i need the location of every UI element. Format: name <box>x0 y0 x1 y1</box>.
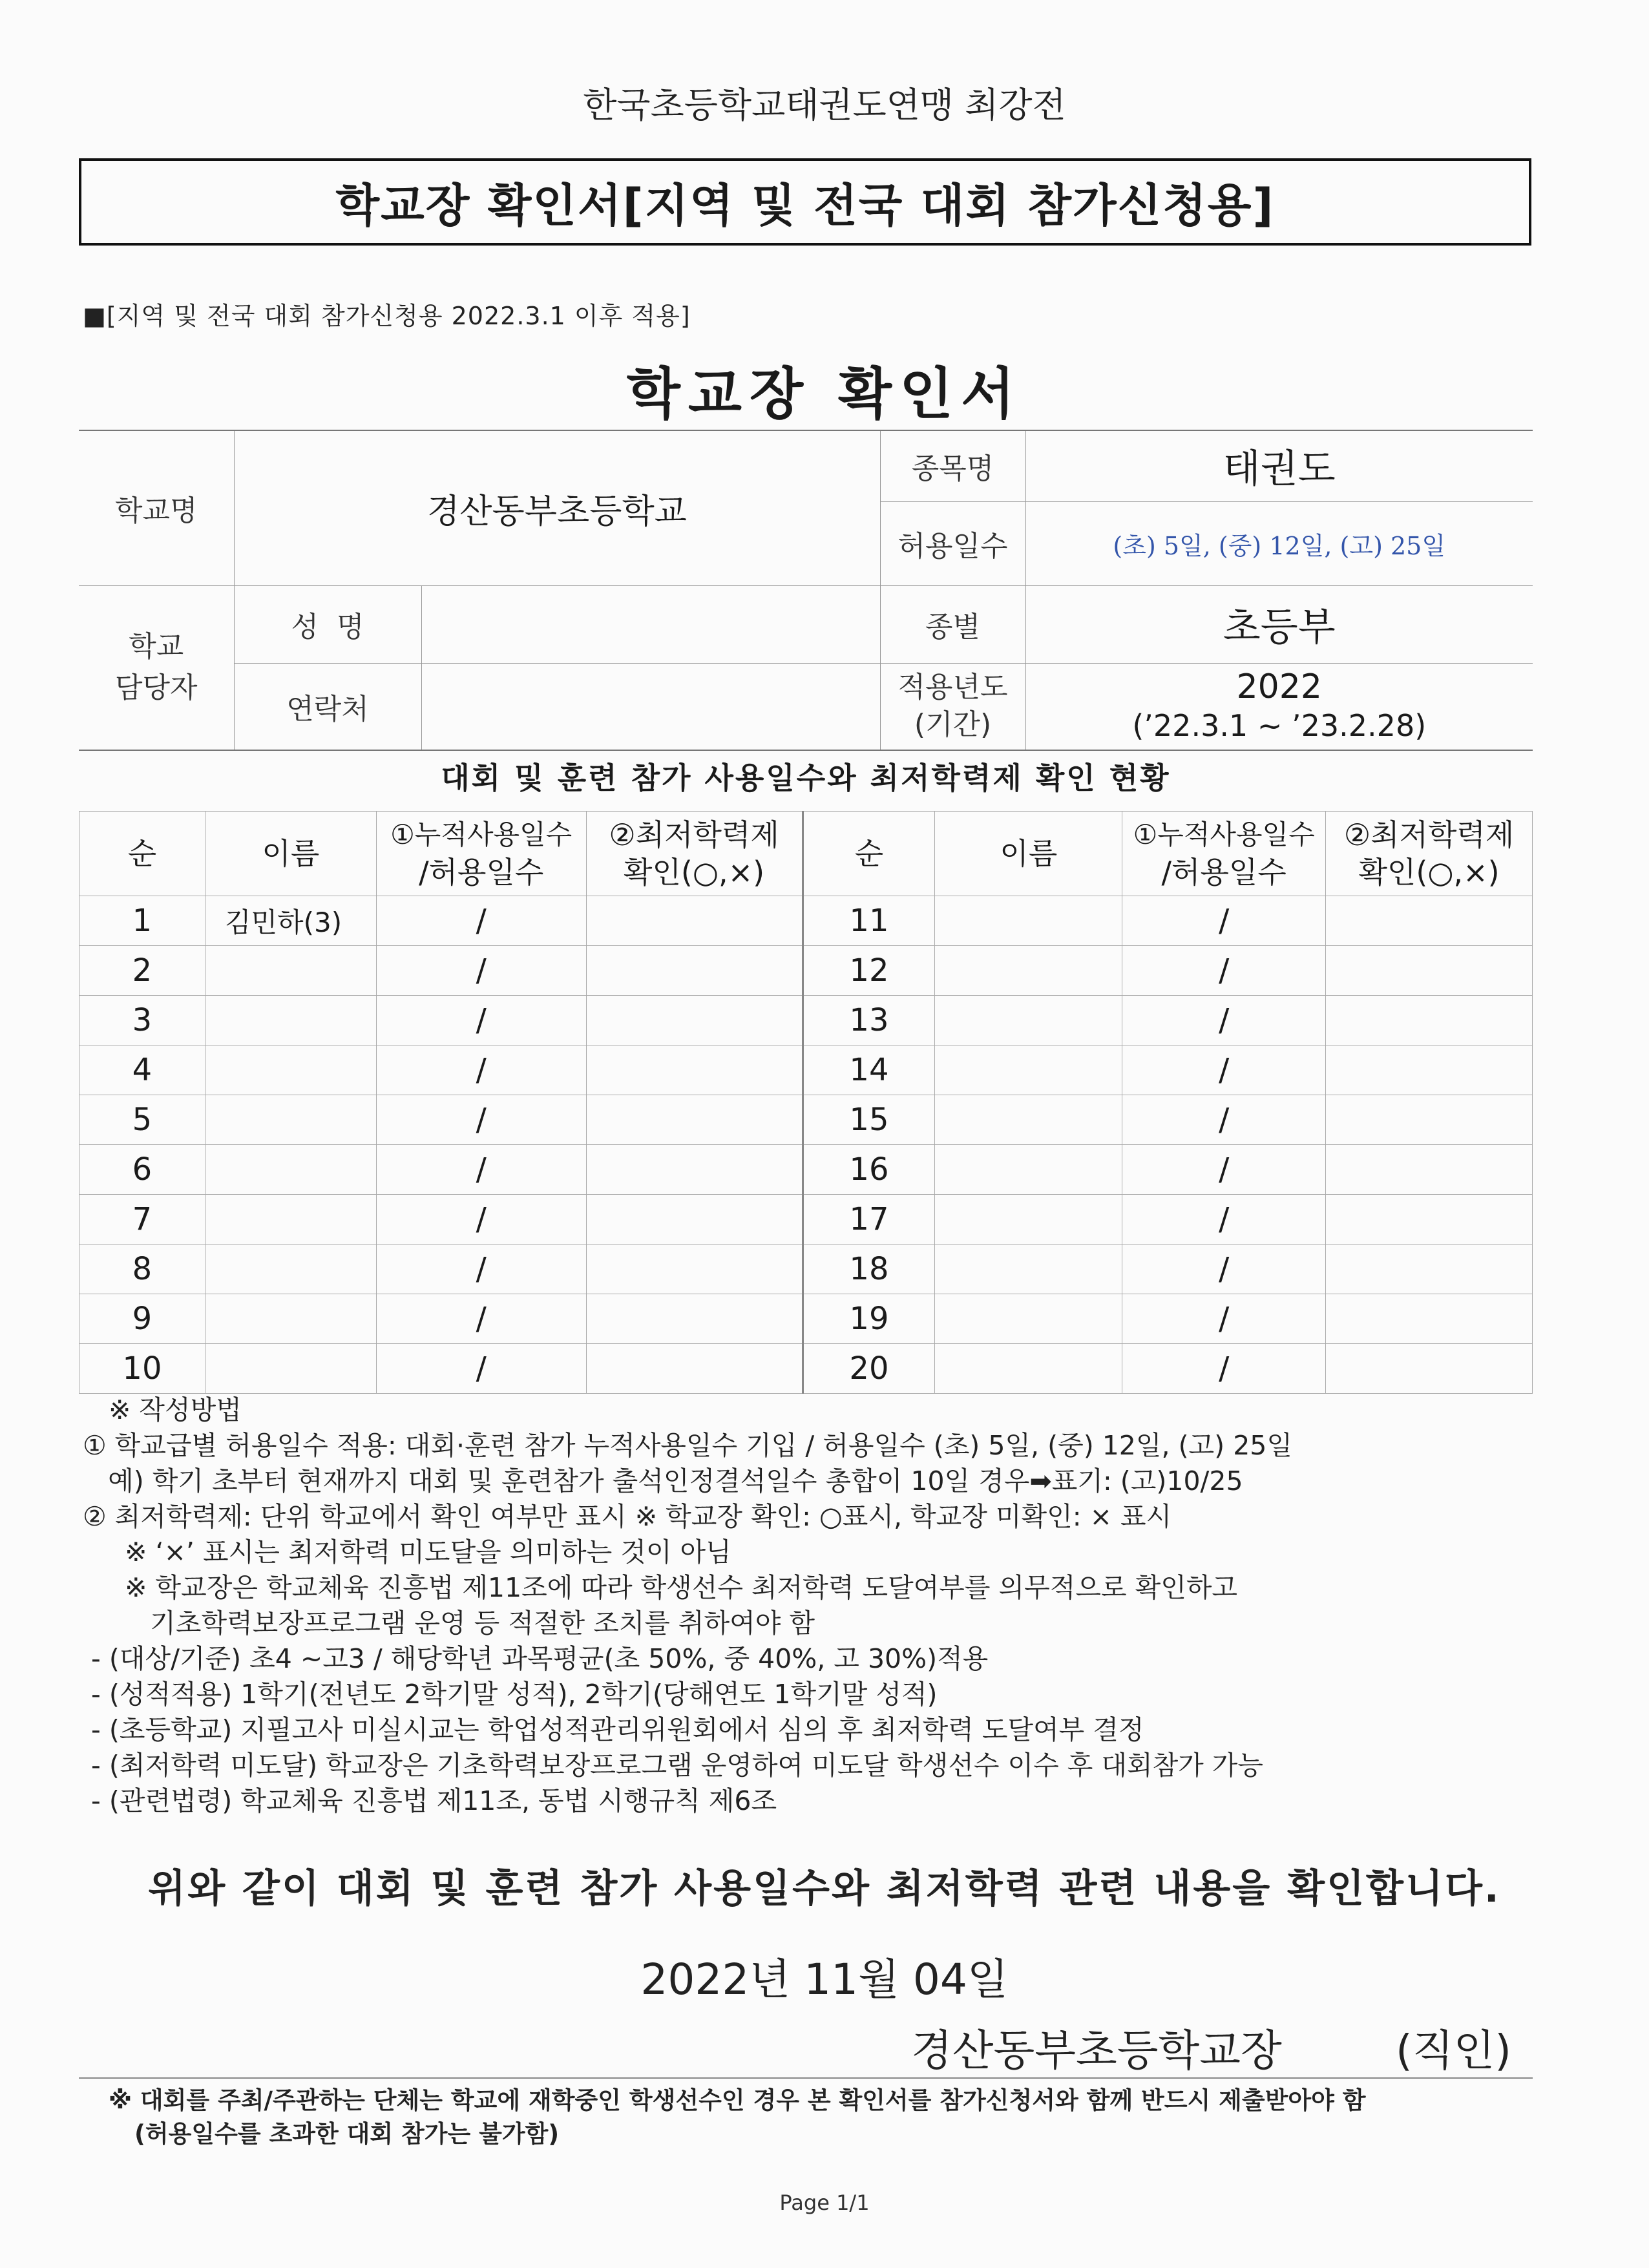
header-days-line1: ①누적사용일수 <box>390 819 572 850</box>
row-number-2: 19 <box>803 1294 935 1344</box>
table-row <box>79 1095 1533 1145</box>
row-number-2: 12 <box>803 946 935 996</box>
row-name[interactable] <box>205 1344 376 1394</box>
row-name-2[interactable] <box>935 1045 1122 1095</box>
row-days[interactable]: / <box>376 896 586 946</box>
row-name[interactable]: 김민하(3) <box>205 896 376 946</box>
row-name[interactable] <box>205 1195 376 1244</box>
instruction-line: 기초학력보장프로그램 운영 등 적절한 조치를 취하여야 함 <box>83 1608 815 1639</box>
page-number: Page 1/1 <box>779 2190 870 2215</box>
form-subtitle: ■[지역 및 전국 대회 참가신청용 2022.3.1 이후 적용] <box>83 302 691 330</box>
manager-label-line1: 학교 <box>129 630 184 664</box>
row-check-2[interactable] <box>1326 1195 1533 1244</box>
row-number: 1 <box>79 896 205 946</box>
instruction-line: - (관련법령) 학교체육 진흥법 제11조, 동법 시행규칙 제6조 <box>83 1785 777 1816</box>
row-number: 10 <box>79 1344 205 1394</box>
table-row <box>79 996 1533 1045</box>
table-row <box>79 1045 1533 1095</box>
row-check[interactable] <box>586 896 803 946</box>
row-days-2[interactable]: / <box>1122 896 1326 946</box>
division-label: 종별 <box>880 585 1025 663</box>
row-number-2: 18 <box>803 1244 935 1294</box>
row-number: 4 <box>79 1045 205 1095</box>
header-days-line2: /허용일수 <box>419 855 544 890</box>
row-days[interactable]: / <box>376 1195 586 1244</box>
row-days[interactable]: / <box>376 946 586 996</box>
year-label-line2: (기간) <box>914 708 992 742</box>
school-label: 학교명 <box>79 430 234 585</box>
row-name[interactable] <box>205 946 376 996</box>
row-days[interactable]: / <box>376 996 586 1045</box>
year-value-cell <box>1025 663 1533 750</box>
row-days[interactable]: / <box>376 1294 586 1344</box>
header-days-2-line1: ①누적사용일수 <box>1133 819 1315 850</box>
info-table <box>79 430 1533 751</box>
name-label: 성 명 <box>234 585 421 663</box>
row-check[interactable] <box>586 1244 803 1294</box>
row-check[interactable] <box>586 1145 803 1195</box>
header-check-2-line1: ②최저학력제 <box>1343 817 1515 852</box>
contact-label: 연락처 <box>234 663 421 750</box>
row-days-2[interactable]: / <box>1122 1195 1326 1244</box>
form-title-box <box>79 158 1531 246</box>
row-number: 6 <box>79 1145 205 1195</box>
header-check-line1: ②최저학력제 <box>609 817 779 852</box>
header-check <box>586 812 803 896</box>
allowed-days-value: (초) 5일, (중) 12일, (고) 25일 <box>1025 501 1533 585</box>
header-check-2 <box>1326 812 1533 896</box>
instruction-line: ※ ‘×’ 표시는 최저학력 미도달을 의미하는 것이 아님 <box>83 1537 731 1568</box>
allowed-days-label: 허용일수 <box>880 501 1025 585</box>
table-row <box>79 1195 1533 1244</box>
row-check-2[interactable] <box>1326 896 1533 946</box>
instruction-line: 예) 학기 초부터 현재까지 대회 및 훈련참가 출석인정결석일수 총합이 10일 경우➡표기: (고)10/25 <box>83 1465 1243 1496</box>
footnote <box>109 2084 1530 2151</box>
header-days <box>376 812 586 896</box>
issue-date: 2022년 11월 04일 <box>640 1955 1009 2004</box>
row-number-2: 15 <box>803 1095 935 1145</box>
manager-label <box>79 585 234 750</box>
row-name-2[interactable] <box>935 1344 1122 1394</box>
row-days-2[interactable]: / <box>1122 946 1326 996</box>
footnote-line2: (허용일수를 초과한 대회 참가는 불가함) <box>134 2120 560 2148</box>
row-number-2: 16 <box>803 1145 935 1195</box>
row-name[interactable] <box>205 1095 376 1145</box>
table-row <box>79 1145 1533 1195</box>
row-days-2[interactable]: / <box>1122 1344 1326 1394</box>
instructions-lines <box>83 1428 1556 1819</box>
row-number: 2 <box>79 946 205 996</box>
row-check-2[interactable] <box>1326 1095 1533 1145</box>
row-number-2: 14 <box>803 1045 935 1095</box>
instruction-line: - (성적적용) 1학기(전년도 2학기말 성적), 2학기(당해연도 1학기말 성적) <box>83 1679 938 1710</box>
row-days[interactable]: / <box>376 1045 586 1095</box>
instructions <box>83 1392 1556 1819</box>
row-number: 3 <box>79 996 205 1045</box>
divider <box>79 2077 1533 2079</box>
row-days-2[interactable]: / <box>1122 1045 1326 1095</box>
row-number-2: 13 <box>803 996 935 1045</box>
row-check-2[interactable] <box>1326 996 1533 1045</box>
contact-value[interactable] <box>421 663 880 750</box>
row-name-2[interactable] <box>935 896 1122 946</box>
header-seq: 순 <box>79 812 205 896</box>
header-name-2: 이름 <box>935 812 1122 896</box>
table-row <box>79 946 1533 996</box>
instruction-line: - (최저학력 미도달) 학교장은 기초학력보장프로그램 운영하여 미도달 학생선수 이수 후 대회참가 가능 <box>83 1750 1264 1781</box>
row-check[interactable] <box>586 946 803 996</box>
row-check[interactable] <box>586 1095 803 1145</box>
division-value: 초등부 <box>1025 585 1533 663</box>
row-days-2[interactable]: / <box>1122 1095 1326 1145</box>
signer-name: 경산동부초등학교장 <box>911 2026 1282 2075</box>
manager-label-line2: 담당자 <box>114 671 198 705</box>
row-days[interactable]: / <box>376 1095 586 1145</box>
federation-title: 한국초등학교태권도연맹 최강전 <box>583 85 1066 125</box>
row-check[interactable] <box>586 996 803 1045</box>
instruction-line: ② 최저학력제: 단위 학교에서 확인 여부만 표시 ※ 학교장 확인: ○표시, 학교장 미확인: × 표시 <box>83 1501 1172 1532</box>
row-number: 8 <box>79 1244 205 1294</box>
row-number: 7 <box>79 1195 205 1244</box>
row-check-2[interactable] <box>1326 1145 1533 1195</box>
confirmation-statement: 위와 같이 대회 및 훈련 참가 사용일수와 최저학력 관련 내용을 확인합니다. <box>148 1866 1501 1911</box>
table-row <box>79 1344 1533 1394</box>
row-name-2[interactable] <box>935 1244 1122 1294</box>
row-name[interactable] <box>205 996 376 1045</box>
row-number-2: 11 <box>803 896 935 946</box>
row-number-2: 17 <box>803 1195 935 1244</box>
table-row <box>79 896 1533 946</box>
row-name-2[interactable] <box>935 996 1122 1045</box>
row-days-2[interactable]: / <box>1122 1145 1326 1195</box>
row-name[interactable] <box>205 1294 376 1344</box>
year-label-line1: 적용년도 <box>898 671 1008 704</box>
year-label <box>880 663 1025 750</box>
row-check[interactable] <box>586 1195 803 1244</box>
row-check[interactable] <box>586 1294 803 1344</box>
row-name-2[interactable] <box>935 946 1122 996</box>
row-name-2[interactable] <box>935 1294 1122 1344</box>
row-check-2[interactable] <box>1326 1294 1533 1344</box>
instruction-line: - (초등학교) 지필고사 미실시교는 학업성적관리위원회에서 심의 후 최저학력 도달여부 결정 <box>83 1714 1144 1745</box>
row-check[interactable] <box>586 1045 803 1095</box>
row-days[interactable]: / <box>376 1344 586 1394</box>
year-value: 2022 <box>1236 667 1322 707</box>
event-value: 태권도 <box>1025 430 1533 501</box>
instruction-line: - (대상/기준) 초4 ~고3 / 해당학년 과목평균(초 50%, 중 40%, 고 30%)적용 <box>83 1643 989 1674</box>
header-days-2-line2: /허용일수 <box>1161 855 1287 890</box>
row-name[interactable] <box>205 1145 376 1195</box>
row-check-2[interactable] <box>1326 1045 1533 1095</box>
row-number: 5 <box>79 1095 205 1145</box>
instructions-heading: ※ 작성방법 <box>109 1394 242 1425</box>
row-name-2[interactable] <box>935 1195 1122 1244</box>
form-title: 학교장 확인서[지역 및 전국 대회 참가신청용] <box>335 179 1275 232</box>
event-label: 종목명 <box>880 430 1025 501</box>
row-check-2[interactable] <box>1326 946 1533 996</box>
row-check-2[interactable] <box>1326 1344 1533 1394</box>
table-row <box>79 1244 1533 1294</box>
period-value: (’22.3.1 ~ ’23.2.28) <box>1132 708 1427 744</box>
row-check-2[interactable] <box>1326 1244 1533 1294</box>
official-seal-label: (직인) <box>1396 2026 1512 2075</box>
header-days-2 <box>1122 812 1326 896</box>
row-days[interactable]: / <box>376 1145 586 1195</box>
row-days-2[interactable]: / <box>1122 996 1326 1045</box>
section-heading: 대회 및 훈련 참가 사용일수와 최저학력제 확인 현황 <box>441 761 1171 795</box>
footnote-line1: ※ 대회를 주최/주관하는 단체는 학교에 재학중인 학생선수인 경우 본 확인서를 참가신청서와 함께 반드시 제출받아야 함 <box>109 2086 1366 2114</box>
header-check-line2: 확인(○,×) <box>624 855 765 890</box>
table-header-row <box>79 812 1533 896</box>
participant-table <box>79 811 1533 1394</box>
row-number: 9 <box>79 1294 205 1344</box>
row-days-2[interactable]: / <box>1122 1244 1326 1294</box>
header-check-2-line2: 확인(○,×) <box>1358 855 1500 890</box>
row-days-2[interactable]: / <box>1122 1294 1326 1344</box>
instruction-line: ① 학교급별 허용일수 적용: 대회·훈련 참가 누적사용일수 기입 / 허용일수 (초) 5일, (중) 12일, (고) 25일 <box>83 1430 1292 1461</box>
row-name[interactable] <box>205 1244 376 1294</box>
header-name: 이름 <box>205 812 376 896</box>
row-check[interactable] <box>586 1344 803 1394</box>
instruction-line: ※ 학교장은 학교체육 진흥법 제11조에 따라 학생선수 최저학력 도달여부를 의무적으로 확인하고 <box>83 1572 1238 1603</box>
row-name[interactable] <box>205 1045 376 1095</box>
header-seq-2: 순 <box>803 812 935 896</box>
table-row <box>79 1294 1533 1344</box>
row-name-2[interactable] <box>935 1095 1122 1145</box>
row-number-2: 20 <box>803 1344 935 1394</box>
school-name-value: 경산동부초등학교 <box>234 430 880 585</box>
name-value[interactable] <box>421 585 880 663</box>
document-title: 학교장 확인서 <box>626 362 1023 426</box>
row-name-2[interactable] <box>935 1145 1122 1195</box>
row-days[interactable]: / <box>376 1244 586 1294</box>
